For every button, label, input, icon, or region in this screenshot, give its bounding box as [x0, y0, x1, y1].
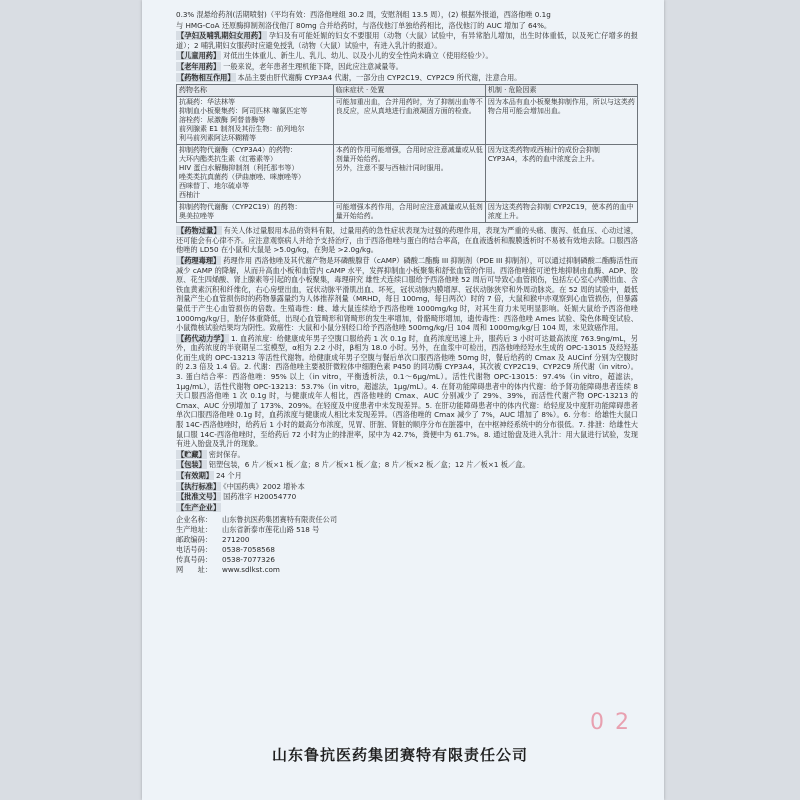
section-text: 一般来说，老年患者生理机能下降，因此应注意减量等。	[223, 61, 403, 71]
table-cell-drug: 抑制药物代谢酶（CYP2C19）的药物： 奥美拉唑等	[177, 202, 334, 223]
drug-interaction-table	[176, 84, 638, 223]
section-text: 国药准字 H20054770	[223, 492, 297, 502]
section-sections_top-0	[176, 31, 638, 50]
section-sections_top-2	[176, 62, 638, 72]
table-cell-mechanism: 因为这类药物会抑制 CYP2C19，使本药的血中浓度上升。	[485, 202, 637, 223]
manufacturer-label: 网 址：	[176, 565, 212, 575]
manufacturer-label: 企业名称：	[176, 515, 212, 525]
manufacturer-value: www.sdlkst.com	[222, 565, 280, 575]
section-heading: 【孕妇及哺乳期妇女用药】	[177, 31, 266, 41]
manufacturer-line	[176, 515, 638, 525]
section-text: 铝塑包装，6 片／板×1 板／盒；8 片／板×1 板／盒；8 片／板×2 板／盒；12 片／板×1 板／盒。	[208, 460, 530, 470]
section-text: 密封保存。	[208, 449, 245, 459]
section-sections_mid-0	[176, 226, 638, 255]
section-heading: 【有效期】	[177, 471, 213, 480]
table-row	[177, 97, 638, 145]
section-text: 1. 血药浓度：给健康成年男子空腹口服给药 1 次 0.1g 时，血药浓度迅速上升，服药后 3 小时可达最高浓度 763.9ng/mL，另外，血药浓度的半衰期呈二室模型，α相为 2.2 小时，β相为 18.0 小时。另外，在血浆中可检出，西洛他唑经羟水生成的 OPC-13015 及经羟基化而生成的 OPC-13213 等活性代谢物。给健康成年男子空腹与餐后单次口服西洛他唑 50mg 时，餐后给药的 Cmax 及 AUCinf 分别为空腹时的 2.3 倍及 1.4 倍。2. 代谢：西洛他唑主要被肝微粒体中细胞色素 P450 的同功酶 CYP3A4，其次被 CYP2C19、CYP2C9 所代谢（in vitro）。3. 蛋白结合率：西洛他唑：95% 以上（in vitro，平衡透析法，0.1～6μg/mL）。活性代谢物 OPC-13015：97.4%（in vitro，超滤法，1μg/mL），活性代谢物 OPC-13213：53.7%（in vitro，超滤法，1μg/mL）。4. 在肾功能障碍患者中的体内代谢：给予肾功能障碍患者连续 8 天口服西洛他唑 1 次 0.1g 时，与健康成年人相比，西洛他唑的 Cmax、AUC 分别减少了 29%、39%，而活性代谢产物 OPC-13213 的 Cmax、AUC 分别增加了 173%、209%。在轻度及中度患者中未发现差异。5. 在肝功能障碍患者中的体内代谢：给轻度及中度肝功能障碍患者单次口服西洛他唑 0.1g 时，血药浓度与健康成人相比未发现差异。（西洛他唑的 Cmax 减少了 7%，AUC 增加了 8%）。6. 分布：给雄性大鼠口服 14C-西洛他唑时，给药后 1 小时的最高分布浓度，见胃、肝脏、肾脏的顺序分布在脏器中，在中枢神经系统中的分布很低。7. 排泄：给雄性大鼠口服 14C-西洛他唑时，至给药后 72 小时为止的排泄率，尿中为 42.7%，粪便中为 61.7%。8. 通过胎盘及进入乳汁：用大鼠进行试验，发现有进入胎盘及乳汁的现象。	[176, 333, 638, 449]
manufacturer-label: 电话号码：	[176, 545, 212, 555]
manufacturer-line	[176, 545, 638, 555]
manufacturer-line	[176, 535, 638, 545]
table-cell-clinical: 本药的作用可能增强，合用时应注意减量或从低剂量开始给药。 另外，注意不要与西柚汁同时服用。	[333, 145, 485, 202]
table-cell-drug: 抗凝药：华法林等 抑制血小板聚集药：阿司匹林 噻氯匹定等 溶栓药：尿激酶 阿替普酶等 前列腺素 E1 制剂及其衍生物：前列地尔 利马前列素阿法环糊精等	[177, 97, 334, 145]
intro-line: 与 HMG-CoA 还原酶抑制剂洛伐他汀 80mg 合并给药时，与洛伐他汀单独给药相比，洛伐他汀的 AUC 增加了 64%。	[176, 20, 552, 30]
footer-company-name: 山东鲁抗医药集团赛特有限责任公司	[271, 746, 528, 764]
section-sections_bottom-5	[176, 503, 638, 513]
section-sections_bottom-2	[176, 471, 638, 481]
manufacturer-label: 生产地址：	[176, 525, 212, 535]
section-text: 有关人体过量服用本品的资料有限，过量用药的急性症状表现为过强的药理作用，表现为严重的头痛、腹泻、低血压、心动过速，还可能会有心律不齐。应注意观察病人并给予支持治疗，由于西洛他唑与蛋白的结合率高，在血液透析和腹膜透析时不易被有效地去除。口服西洛他唑的 LD50 在小鼠和大鼠是 >5.0g/kg，在狗是 >2.0g/kg。	[176, 226, 638, 255]
section-sections_bottom-3	[176, 482, 638, 492]
section-sections_top-3	[176, 73, 638, 83]
table-cell-clinical: 可能增强本药作用，合用时应注意减量或从低剂量开始给药。	[333, 202, 485, 223]
table-header-clinical: 临床症状 · 处置	[333, 85, 485, 97]
manufacturer-line	[176, 565, 638, 575]
manufacturer-value: 0538-7058568	[222, 545, 275, 555]
section-text: 本品主要由肝代谢酶 CYP3A4 代谢，一部分由 CYP2C19、CYP2C9 所代谢，注意合用。	[237, 72, 522, 82]
section-heading: 【贮藏】	[177, 449, 206, 459]
section-sections_mid-1	[176, 256, 638, 333]
manufacturer-line	[176, 555, 638, 565]
manufacturer-value: 山东鲁抗医药集团赛特有限责任公司	[222, 515, 338, 525]
table-header-mechanism: 机制 · 危险因素	[485, 85, 637, 97]
manufacturer-value: 271200	[222, 535, 250, 545]
section-heading: 【药物过量】	[177, 226, 221, 236]
table-cell-mechanism: 因为本品有血小板聚集抑制作用，所以与这类药物合用可能会增加出血。	[485, 97, 637, 145]
section-sections_bottom-1	[176, 460, 638, 470]
section-text: 24 个月	[215, 471, 242, 480]
manufacturer-line	[176, 525, 638, 535]
intro-line: 0.3% 混悬给药剂(活期喷射)（平均有效：西洛他唑组 30.2 周，安慰剂组 13.5 周），(2) 根据外报道，西洛他唑 0.1g	[176, 10, 551, 19]
section-sections_bottom-0	[176, 450, 638, 460]
section-text: 药理作用 西洛他唑及其代谢产物是环磷酸腺苷（cAMP）磷酸二酯酶 III 抑制剂（PDE III 抑制剂），可以通过抑制磷酸二酯酶活性而减少 cAMP 的降解，从而升高血小板和血管内 cAMP 水平，发挥抑制血小板聚集和舒张血管的作用。西洛他唑能可逆性地抑制由血酶、ADP、胶原、花生四烯酸、肾上腺素等引起的血小板聚集，毒理研究 雄性犬连续口服给予西洛他唑 52 周后可导致心血管损伤，包括左心室心内膜出血、含铁血黄素沉积和纤维化，右心房壁出血，冠状动脉平滑肌出血、坏死，冠状动脉内膜增厚、冠状动脉狭窄和外周动脉炎。在 52 周的试验中，最低剂量产生心血管损伤时的药物暴露量约为人体推荐剂量（MRHD，每日 100mg，每日两次）时的 7 倍，大鼠和猴中亦观察到心血管损伤，但暴露量低于产生心血管损伤的倍数。生殖毒性：雌、雄大鼠连续给予西洛他唑 1000mg/kg 时，对其生育力未见明显影响。妊娠大鼠给予西洛他唑 1000mg/kg/日，胎仔体重降低，出现心血管畸形和肾畸形的发生率增加，骨骼畸形增加，遗传毒性：西洛他唑 Ames 试验、染色体畸变试验、小鼠微核试验结果均为阴性。致癌性：大鼠和小鼠分别经口给予西洛他唑 500mg/kg/日 104 周和 1000mg/kg/日 104 周，未见致癌作用。	[176, 255, 638, 333]
manufacturer-label: 邮政编码：	[176, 535, 212, 545]
manufacturer-value: 山东省新泰市莲花山路 518 号	[222, 525, 320, 535]
section-sections_bottom-4	[176, 492, 638, 502]
stamp-mark: 0 2	[590, 710, 631, 735]
section-text: 《中国药典》2002 增补本	[223, 481, 305, 491]
manufacturer-info	[176, 515, 638, 575]
section-heading: 【儿童用药】	[177, 51, 221, 61]
section-sections_top-1	[176, 51, 638, 61]
leaflet-document	[176, 10, 638, 575]
section-text: 孕妇及有可能妊娠的妇女不要服用（动物（大鼠）试验中，有异常胎儿增加，出生时体重低，以及死亡仔增多的报道）；2 哺乳期妇女服药时应避免授乳（动物（大鼠）试验中，有进入乳汁的报道）。	[176, 31, 638, 50]
section-sections_mid-2	[176, 334, 638, 449]
section-heading: 【批准文号】	[177, 492, 221, 502]
section-heading: 【药物相互作用】	[177, 72, 235, 82]
section-heading: 【药理毒理】	[177, 255, 221, 265]
table-header-drug: 药物名称	[177, 85, 334, 97]
section-heading: 【老年用药】	[177, 61, 221, 71]
table-cell-drug: 抑制药物代谢酶（CYP3A4）的药物： 大环内酯类抗生素（红霉素等） HIV 蛋白水解酶抑制剂（利托那韦等） 唑类类抗真菌药（伊曲康唑、咪康唑等） 西咪替丁、地尔硫卓等 西柚汁	[177, 145, 334, 202]
manufacturer-label: 传真号码：	[176, 555, 212, 565]
section-heading: 【药代动力学】	[177, 333, 228, 343]
manufacturer-value: 0538-7077326	[222, 555, 275, 565]
section-heading: 【包装】	[177, 460, 206, 470]
table-cell-clinical: 可能加重出血，合并用药时，为了抑制出血等不良反应，应从真地进行血液凝固方面的检查。	[333, 97, 485, 145]
section-heading: 【执行标准】	[177, 481, 221, 491]
section-heading: 【生产企业】	[177, 502, 221, 512]
table-row	[177, 202, 638, 223]
section-text: 对低出生体重儿、新生儿、乳儿、幼儿、以及小儿的安全性尚未确立（使用经验少）。	[223, 51, 493, 61]
table-row	[177, 145, 638, 202]
table-cell-mechanism: 因为这类药物或西柚汁的成份会抑制 CYP3A4，本药的血中浓度会上升。	[485, 145, 637, 202]
